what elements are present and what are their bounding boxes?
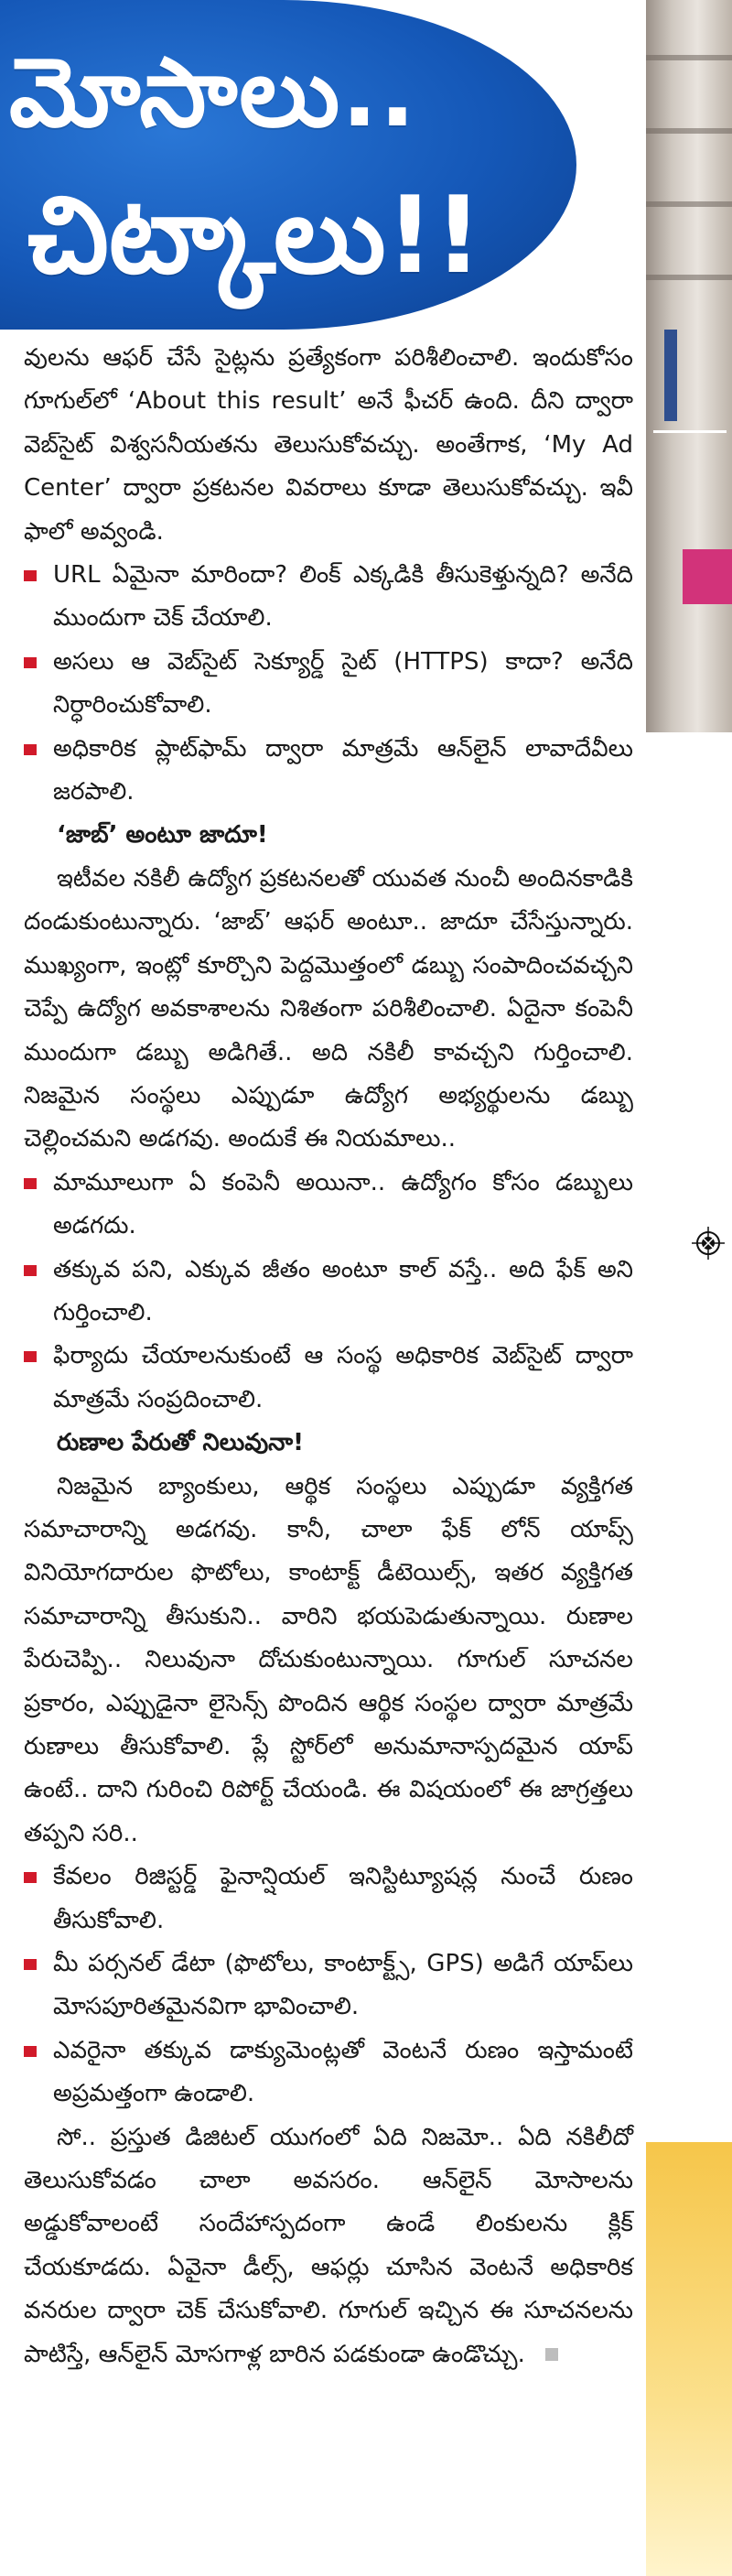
side-color-bar <box>646 2142 732 2576</box>
list-item <box>24 1162 633 1249</box>
list-item-text: అసలు ఆ వెబ్‌సైట్ సెక్యూర్డ్ సైట్ (HTTPS) కాదా? అనేది నిర్ధారించుకోవాలి. <box>53 647 633 720</box>
list-item-text: కేవలం రిజిస్టర్డ్ ఫైనాన్షియల్ ఇనిస్టిట్యూషన్ల నుంచే రుణం తీసుకోవాలి. <box>53 1863 633 1934</box>
bullet-square-icon <box>24 2046 37 2057</box>
bullet-square-icon <box>24 1872 37 1883</box>
bullet-square-icon <box>24 657 37 668</box>
bullet-square-icon <box>24 1178 37 1189</box>
list-item-text: మామూలుగా ఏ కంపెనీ అయినా.. ఉద్యోగం కోసం డబ్బులు అడగదు. <box>53 1168 633 1240</box>
list-item <box>24 641 633 728</box>
section-paragraph-loans: నిజమైన బ్యాంకులు, ఆర్థిక సంస్థలు ఎప్పుడూ వ్యక్తిగత సమాచారాన్ని అడగవు. కానీ, చాలా ఫేక్ లోన్ యాప్స్ వినియోగదారుల ఫొటోలు, కాంటాక్ట్ డీటెయిల్స్, ఇతర వ్యక్తిగత సమాచారాన్ని తీసుకుని.. వారిని భయపెడుతున్నాయి. రుణాల పేరుచెప్పి.. నిలువునా దోచుకుంటున్నాయి. గూగుల్ సూచనల ప్రకారం, ఎప్పుడైనా లైసెన్స్ పొందిన ఆర్థిక సంస్థల ద్వారా మాత్రమే రుణాలు తీసుకోవాలి. ప్లే స్టోర్‌లో అనుమానాస్పదమైన యాప్ ఉంటే.. దాని గురించి రిపోర్ట్ చేయండి. ఈ విషయంలో ఈ జాగ్రత్తలు తప్పని సరి.. <box>24 1472 633 1847</box>
list-item <box>24 1943 633 2029</box>
list-item-text: మీ పర్సనల్ డేటా (ఫొటోలు, కాంటాక్ట్స్, GPS) అడిగే యాప్‌లు మోసపూరితమైనవిగా భావించాలి. <box>53 1950 633 2021</box>
headline-line-2: చిట్కాలు!! <box>27 174 483 298</box>
list-item-text: URL ఏమైనా మారిందా? లింక్ ఎక్కడికి తీసుకెళ్తున్నది? అనేది ముందుగా చెక్ చేయాలి. <box>53 561 633 633</box>
headline-line-1: మోసాలు.. <box>9 37 418 148</box>
list-item <box>24 2029 633 2116</box>
section-heading-loans: రుణాల పేరుతో నిలువునా! <box>57 1429 305 1457</box>
article-body <box>24 337 633 2376</box>
side-photo <box>646 0 732 732</box>
list-item <box>24 554 633 641</box>
list-item-text: ఎవరైనా తక్కువ డాక్యుమెంట్లతో వెంటనే రుణం ఇస్తామంటే అప్రమత్తంగా ఉండాలి. <box>53 2036 633 2108</box>
section-heading-job: ‘జాబ్’ అంటూ జాదూ! <box>57 821 268 850</box>
list-item-text: అధికారిక ప్లాట్‌ఫామ్ ద్వారా మాత్రమే ఆన్‌లైన్ లావాదేవీలు జరపాలి. <box>53 734 633 806</box>
bullet-square-icon <box>24 744 37 755</box>
closing-paragraph <box>24 2116 633 2376</box>
bullet-square-icon <box>24 1959 37 1970</box>
headline-banner <box>0 0 576 330</box>
bullet-square-icon <box>24 1265 37 1276</box>
registration-mark-icon <box>692 1227 725 1260</box>
bullet-square-icon <box>24 570 37 581</box>
intro-paragraph: వులను ఆఫర్ చేసే సైట్లను ప్రత్యేకంగా పరిశీలించాలి. ఇందుకోసం గూగుల్‌లో ‘About this result’ అనే ఫీచర్ ఉంది. దీని ద్వారా వెబ్‌సైట్ విశ్వసనీయతను తెలుసుకోవచ్చు. అంతేగాక, ‘My Ad Center’ ద్వారా ప్రకటనల వివరాలు కూడా తెలుసుకోవచ్చు. ఇవీ ఫాలో అవ్వండి. <box>24 344 633 546</box>
list-item <box>24 1335 633 1422</box>
end-mark-icon <box>545 2348 558 2361</box>
section-paragraph-job: ఇటీవల నకిలీ ఉద్యోగ ప్రకటనలతో యువత నుంచీ అందినకాడికి దండుకుంటున్నారు. ‘జాబ్’ ఆఫర్ అంటూ.. జాదూ చేసేస్తున్నారు. ముఖ్యంగా, ఇంట్లో కూర్చొని పెద్దమొత్తంలో డబ్బు సంపాదించవచ్చని చెప్పే ఉద్యోగ అవకాశాలను నిశితంగా పరిశీలించాలి. ఏదైనా కంపెనీ ముందుగా డబ్బు అడిగితే.. అది నకిలీ కావచ్చని గుర్తించాలి. నిజమైన సంస్థలు ఎప్పుడూ ఉద్యోగ అభ్యర్థులను డబ్బు చెల్లించమని అడగవు. అందుకే ఈ నియమాలు.. <box>24 864 633 1153</box>
list-item <box>24 1249 633 1336</box>
closing-text: సో.. ప్రస్తుత డిజిటల్ యుగంలో ఏది నిజమో.. ఏది నకిలీదో తెలుసుకోవడం చాలా అవసరం. ఆన్‌లైన్ మోసాలను అడ్డుకోవాలంటే సందేహాస్పదంగా ఉండే లింకులను క్లిక్ చేయకూడదు. ఏవైనా డీల్స్, ఆఫర్లు చూసిన వెంటనే అధికారిక వనరుల ద్వారా చెక్ చేసుకోవాలి. గూగుల్ ఇచ్చిన ఈ సూచనలను పాటిస్తే, ఆన్‌లైన్ మోసగాళ్ల బారిన పడకుండా ఉండొచ్చు. <box>24 2123 633 2368</box>
list-item-text: ఫిర్యాదు చేయాలనుకుంటే ఆ సంస్థ అధికారిక వెబ్‌సైట్ ద్వారా మాత్రమే సంప్రదించాలి. <box>53 1342 633 1413</box>
bullet-square-icon <box>24 1351 37 1362</box>
list-item <box>24 728 633 815</box>
list-item <box>24 1856 633 1943</box>
list-item-text: తక్కువ పని, ఎక్కువ జీతం అంటూ కాల్ వస్తే.. అది ఫేక్ అని గుర్తించాలి. <box>53 1255 633 1326</box>
